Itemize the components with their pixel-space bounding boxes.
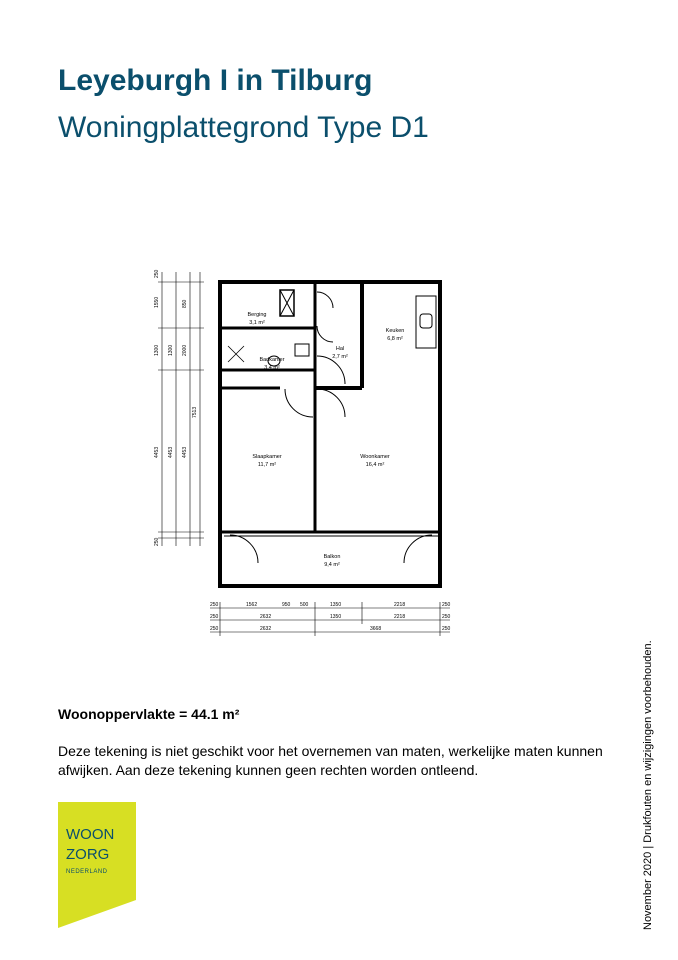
room-badkamer-name: Badkamer <box>259 357 285 363</box>
dim-left-9: 7513 <box>192 406 198 418</box>
dim-bottom-12: 250 <box>442 614 451 620</box>
dim-left-2: 1300 <box>154 344 160 356</box>
room-woonkamer-name: Woonkamer <box>360 454 390 460</box>
logo-line-woon: WOON <box>66 826 115 843</box>
dim-bottom-7: 250 <box>442 602 451 608</box>
dim-bottom-15: 3668 <box>370 626 382 632</box>
page-title: Leyeburgh I in Tilburg <box>58 64 373 97</box>
floor-plan <box>150 268 460 643</box>
dim-left-7: 2000 <box>182 344 188 356</box>
logo-line-zorg: ZORG <box>66 846 110 863</box>
dim-left-4: 1300 <box>168 344 174 356</box>
dim-bottom-6: 2218 <box>394 602 406 608</box>
dim-bottom-14: 2632 <box>260 626 272 632</box>
dim-bottom-2: 1562 <box>246 602 258 608</box>
disclaimer-text: Deze tekening is niet geschikt voor het overnemen van maten, werkelijke maten kunnen afwijken. Aan deze tekening kunnen geen rechten worden ontleend. <box>58 743 603 778</box>
dim-bottom-3: 950 <box>282 602 291 608</box>
logo-shape <box>58 802 136 928</box>
room-slaapkamer-name: Slaapkamer <box>252 454 282 460</box>
room-badkamer-area: 3,4 m² <box>264 365 280 371</box>
dim-left-8: 4453 <box>182 446 188 458</box>
page-subtitle: Woningplattegrond Type D1 <box>58 111 429 144</box>
dim-bottom-5: 1350 <box>330 602 342 608</box>
dim-left-11: 250 <box>154 537 160 546</box>
room-berging-area: 3,1 m² <box>249 320 265 326</box>
dim-left-10: 250 <box>154 269 160 278</box>
living-area: Woonoppervlakte = 44.1 m² <box>58 706 240 722</box>
woonzorg-logo <box>58 802 136 928</box>
room-hal-area: 2,7 m² <box>332 354 348 360</box>
dim-left-3: 4453 <box>154 446 160 458</box>
dim-bottom-16: 250 <box>442 626 451 632</box>
room-keuken-area: 6,8 m² <box>387 336 403 342</box>
room-slaapkamer-area: 11,7 m² <box>257 462 277 468</box>
dim-bottom-4: 500 <box>300 602 309 608</box>
dim-bottom-13: 250 <box>210 626 219 632</box>
dim-bottom-9: 2632 <box>260 614 272 620</box>
room-woonkamer-area: 16,4 m² <box>365 462 385 468</box>
dim-bottom-10: 1350 <box>330 614 342 620</box>
dim-bottom-11: 2218 <box>394 614 406 620</box>
room-hal-name: Hal <box>335 346 345 352</box>
logo-line-nederland: NEDERLAND <box>66 869 108 875</box>
room-berging-name: Berging <box>247 312 267 318</box>
dim-left-6: 850 <box>182 299 188 308</box>
side-note: November 2020 | Drukfouten en wijzigingen voorbehouden. <box>642 640 654 930</box>
dim-left-1: 1550 <box>154 296 160 308</box>
dim-bottom-8: 250 <box>210 614 219 620</box>
room-keuken-name: Keuken <box>385 328 405 334</box>
dim-left-5: 4453 <box>168 446 174 458</box>
room-balkon-name: Balkon <box>323 554 341 560</box>
dim-bottom-1: 250 <box>210 602 219 608</box>
room-balkon-area: 9,4 m² <box>324 562 340 568</box>
